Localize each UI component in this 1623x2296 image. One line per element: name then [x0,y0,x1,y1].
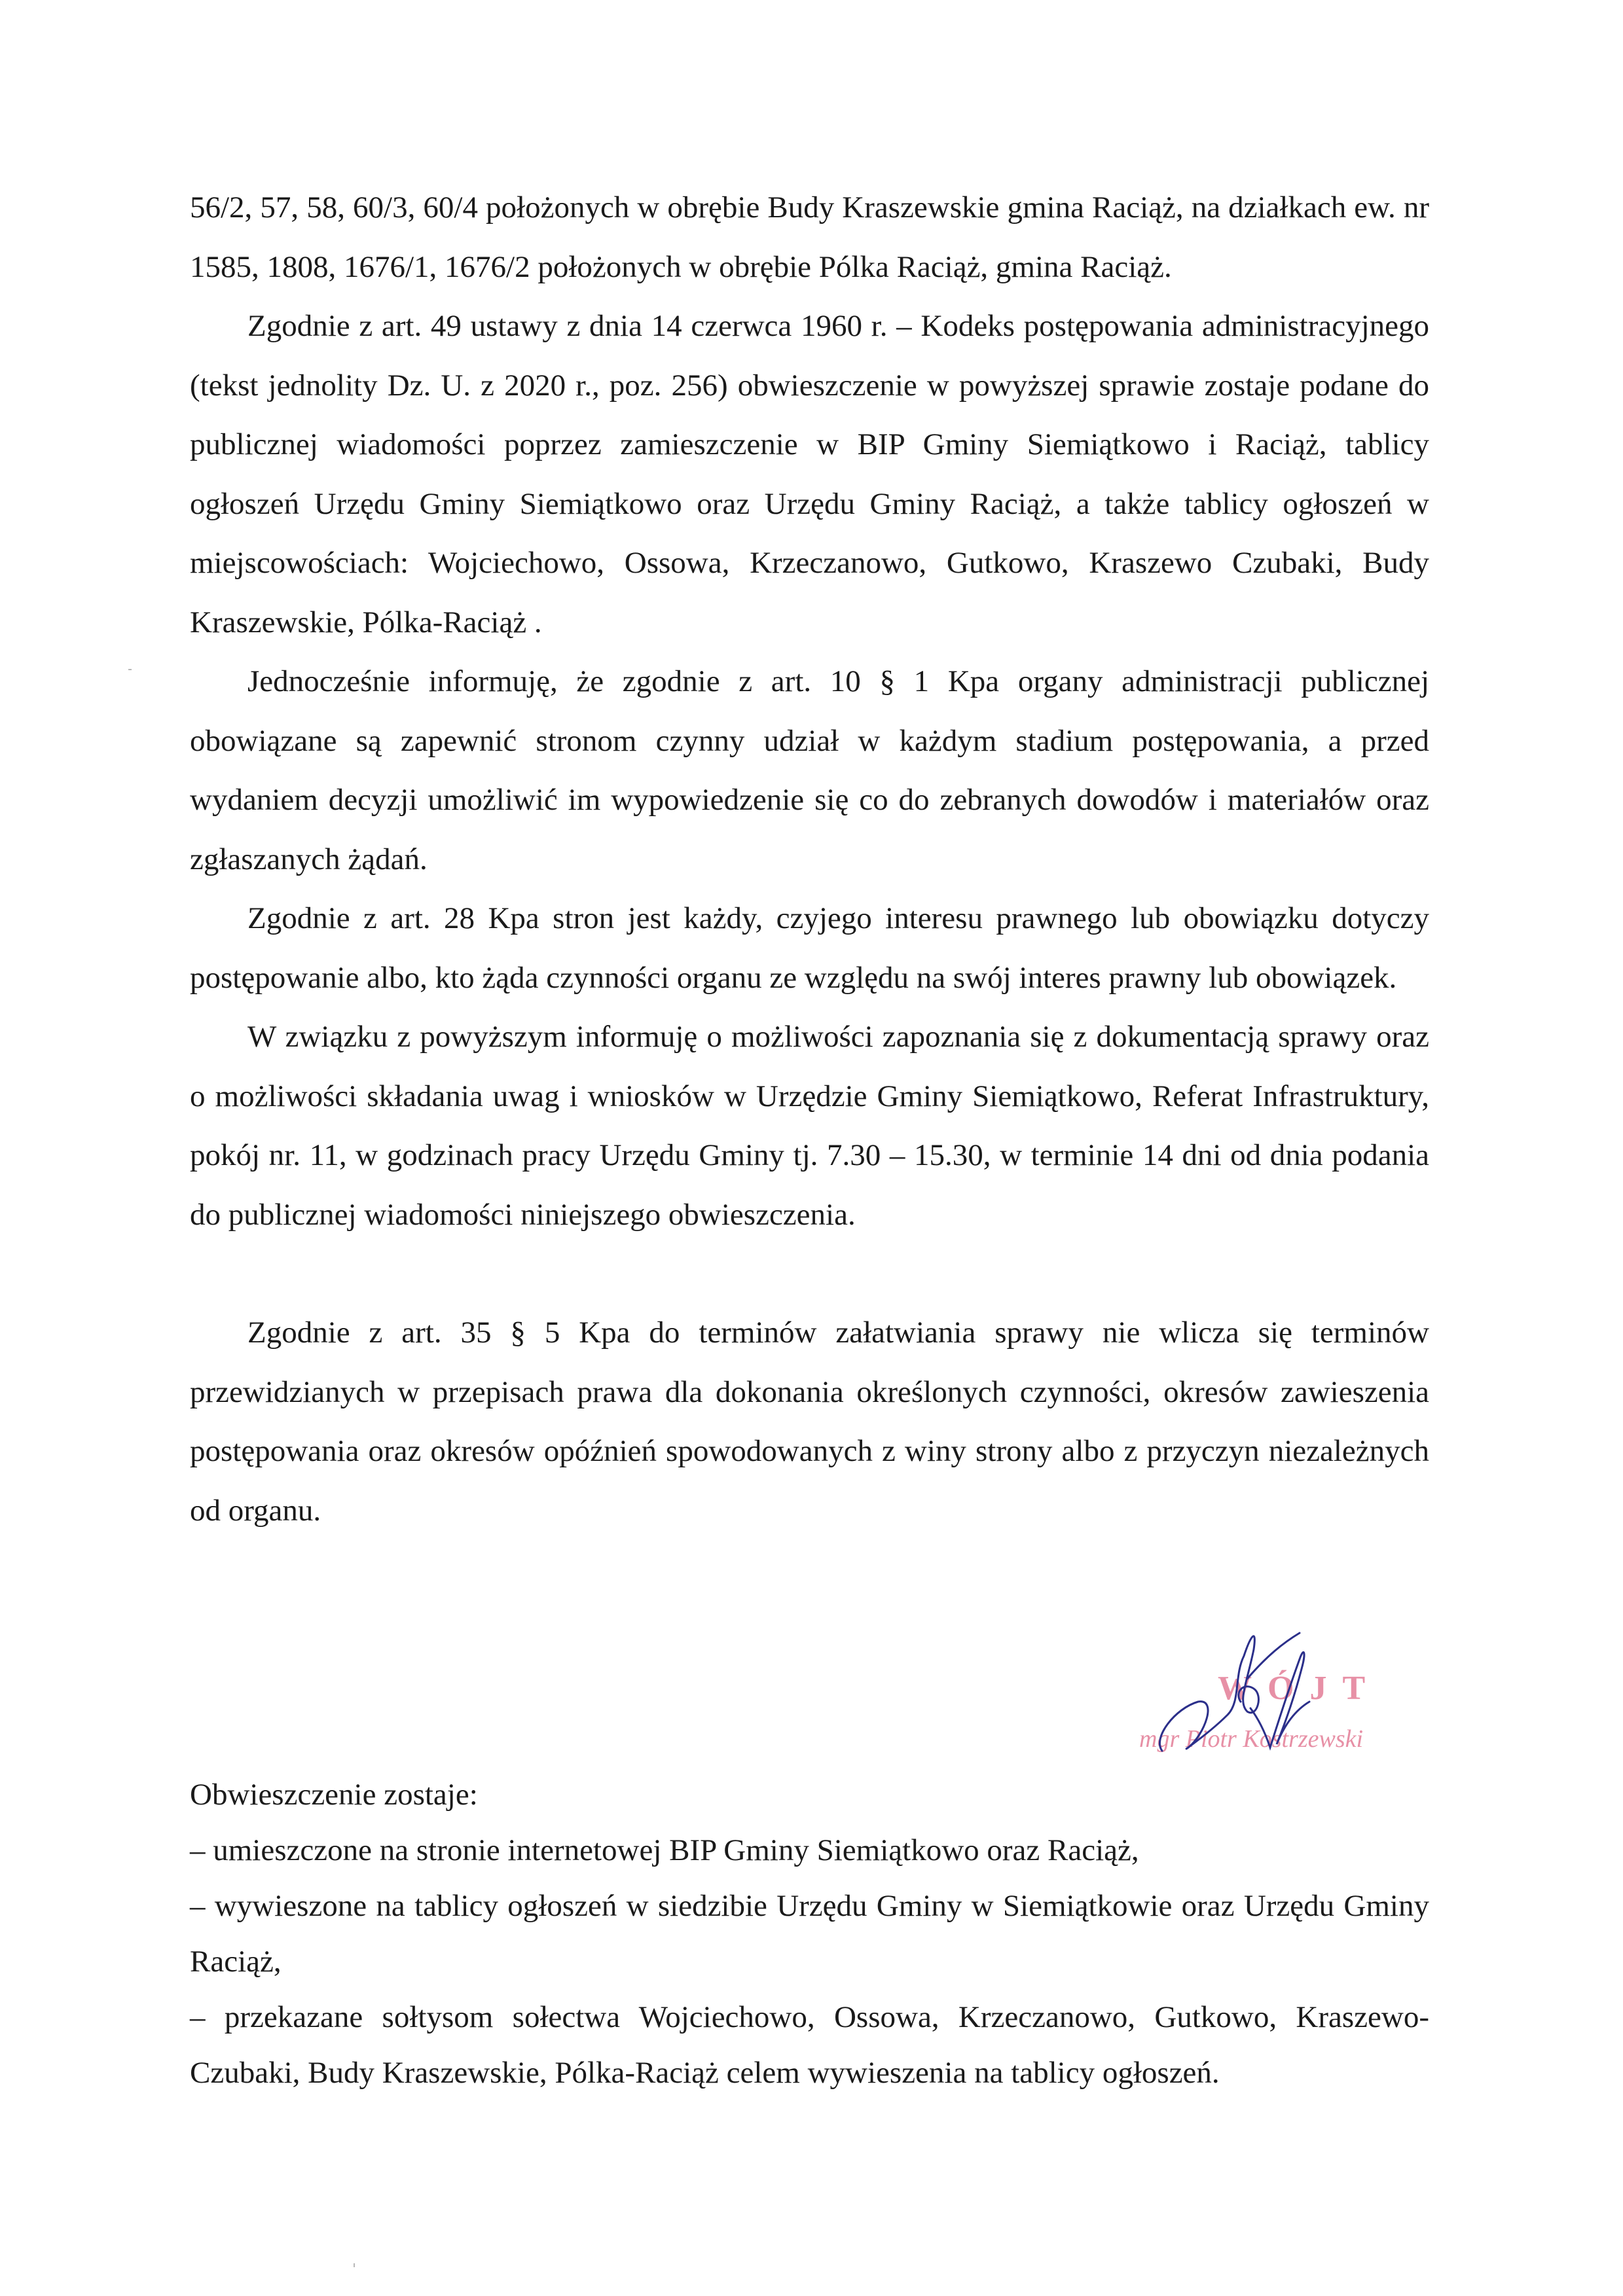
document-body [190,178,1429,1540]
paragraph-art-10-notice: Jednocześnie informuję, że zgodnie z art. 10 § 1 Kpa organy administracji publicznej obowiązane są zapewnić stronom czynny udział w każdym stadium postępowania, a przed wydaniem decyzji umożliwić im wypowiedzenie się co do zebranych dowodów i materiałów oraz zgłaszanych żądań. [190,664,1429,876]
handwritten-signature-icon [1113,1597,1440,1767]
distribution-item: – przekazane sołtysom sołectwa Wojciechowo, Ossowa, Krzeczanowo, Gutkowo, Kraszewo-Czubaki, Budy Kraszewskie, Pólka-Raciąż celem wywieszenia na tablicy ogłoszeń. [190,2000,1429,2090]
stamp-name: mgr Piotr Kostrzewski [1139,1725,1364,1753]
paragraph-art-49-notice: Zgodnie z art. 49 ustawy z dnia 14 czerwca 1960 r. – Kodeks postępowania administracyjnego (tekst jednolity Dz. U. z 2020 r., poz. 256) obwieszczenie w powyższej sprawie zostaje podane do publicznej wiadomości poprzez zamieszczenie w BIP Gminy Siemiątkowo i Raciąż, tablicy ogłoszeń Urzędu Gminy Siemiątkowo oraz Urzędu Gminy Raciąż, a także tablicy ogłoszeń w miejscowościach: Wojciechowo, Ossowa, Krzeczanowo, Gutkowo, Kraszewo Czubaki, Budy Kraszewskie, Pólka-Raciąż . [190,309,1429,639]
paragraph-art-28-notice: Zgodnie z art. 28 Kpa stron jest każdy, czyjego interesu prawnego lub obowiązku dotyczy postępowanie albo, kto żąda czynności organu ze względu na swój interes prawny lub obowiązek. [190,901,1429,995]
signature-stroke-left [1159,1636,1258,1751]
distribution-heading: Obwieszczenie zostaje: [190,1778,478,1812]
scan-speck [128,669,132,670]
distribution-list [190,1767,1429,2101]
paragraph-documentation-access: W związku z powyższym informuję o możliwości zapoznania się z dokumentacją sprawy oraz o możliwości składania uwag i wniosków w Urzędzie Gminy Siemiątkowo, Referat Infrastruktury, pokój nr. 11, w godzinach pracy Urzędu Gminy tj. 7.30 – 15.30, w terminie 14 dni od dnia podania do publicznej wiadomości niniejszego obwieszczenia. [190,1020,1429,1232]
paragraph-parcels-continuation: 56/2, 57, 58, 60/3, 60/4 położonych w obrębie Budy Kraszewskie gmina Raciąż, na działkach ew. nr 1585, 1808, 1676/1, 1676/2 położonych w obrębie Pólka Raciąż, gmina Raciąż. [190,190,1429,284]
stamp-title: WÓJT [1218,1670,1381,1707]
distribution-item: – umieszczone na stronie internetowej BIP Gminy Siemiątkowo oraz Raciąż, [190,1833,1139,1867]
paragraph-art-35-notice: Zgodnie z art. 35 § 5 Kpa do terminów załatwiania sprawy nie wlicza się terminów przewidzianych w przepisach prawa dla dokonania określonych czynności, okresów zawieszenia postępowania oraz okresów opóźnień spowodowanych z winy strony albo z przyczyn niezależnych od organu. [190,1316,1429,1528]
distribution-item: – wywieszone na tablicy ogłoszeń w siedzibie Urzędu Gminy w Siemiątkowie oraz Urzędu Gminy Raciąż, [190,1889,1429,1979]
scan-speck [354,2263,355,2267]
signature-block [1113,1597,1440,1767]
